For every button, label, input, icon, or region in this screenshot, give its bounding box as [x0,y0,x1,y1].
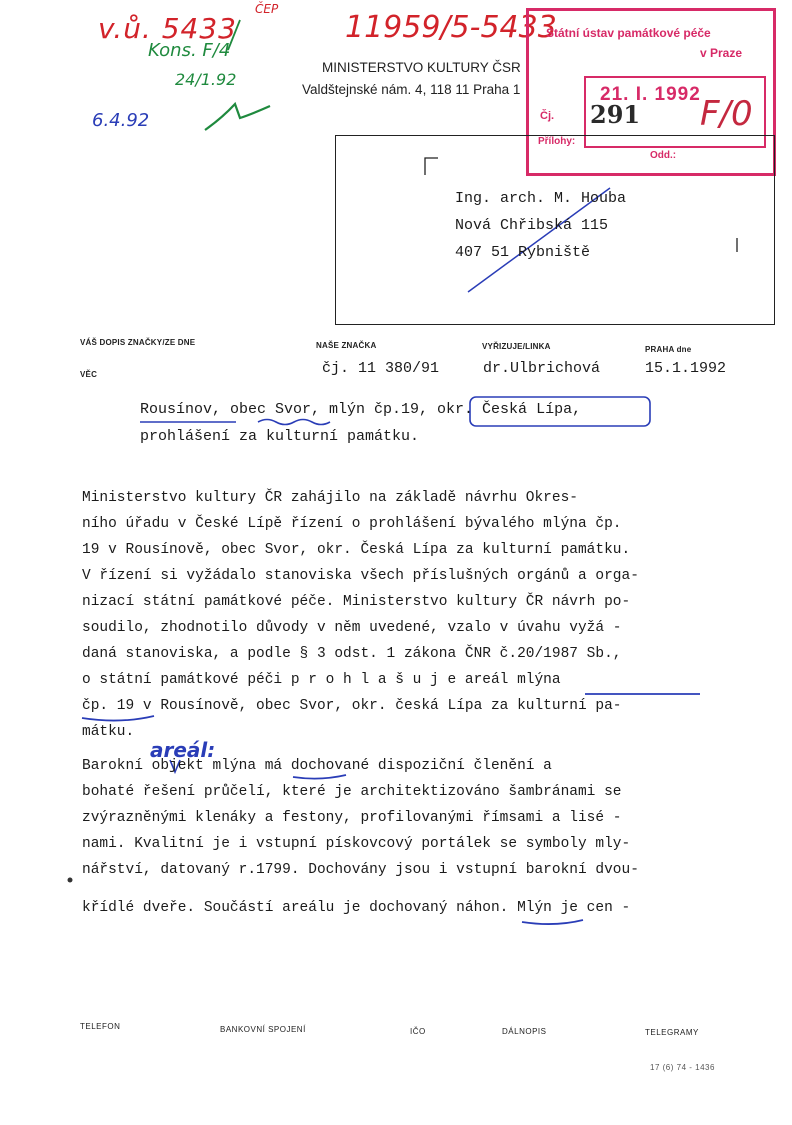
paragraph2-line: nářství, datovaný r.1799. Dochovány jsou i vstupní barokní dvou- [82,862,639,878]
value-date: 15.1.1992 [645,360,727,377]
stamp-reference-number: 291 [590,100,641,129]
stamp-odd-label: Odd.: [650,150,677,161]
paragraph2-line: zvýrazněnými klenáky a festony, profilovanými římsami a lisé - [82,810,622,826]
handwritten-green-date: 24/1.92 [175,70,237,89]
value-handled-by: dr.Ulbrichová [483,360,601,377]
stamp-institution-line1: Státní ústav památkové péče [546,26,711,40]
paragraph1-line: soudilo, zhodnotilo důvody v něm uvedené, vzalo v úvahu vyžá - [82,620,622,636]
stamp-date: 21. I. 1992 [600,84,701,105]
handwritten-konservator-note: Kons. F/4 [148,40,231,61]
handwritten-blue-date: 6.4.92 [92,110,150,131]
green-signature-stroke [205,104,270,130]
paragraph1-line: ního úřadu v České Lípě řízení o prohlášení bývalého mlýna čp. [82,516,622,532]
footer-ico: IČO [410,1027,426,1036]
paragraph1-line: 19 v Rousínově, obec Svor, okr. Česká Lípa za kulturní památku. [82,542,631,558]
footer-telefon: TELEFON [80,1022,121,1031]
ministry-address: Valdštejnské nám. 4, 118 11 Praha 1 [302,82,521,97]
paragraph1-line: o státní památkové péči p r o h l a š u j e areál mlýna [82,672,561,688]
stamp-handwritten-annotation: F/0 [700,94,753,134]
footer-telegramy: TELEGRAMY [645,1028,699,1037]
label-your-letter: VÁŠ DOPIS ZNAČKY/ZE DNE [80,338,196,347]
paragraph1-line: daná stanoviska, a podle § 3 odst. 1 zákona ČNR č.20/1987 Sb., [82,646,622,662]
paragraph2-line: křídlé dveře. Součástí areálu je dochovaný náhon. Mlýn je cen - [82,900,631,916]
stamp-institution-line2: v Praze [700,46,743,60]
paragraph2-line: Barokní objekt mlýna má dochované dispoziční členění a [82,758,552,774]
paragraph1-line: mátku. [82,724,135,740]
margin-bullet-mark [68,878,73,883]
stamp-prilohy-label: Přílohy: [538,136,576,147]
recipient-street: Nová Chřibská 115 [455,217,609,234]
paragraph1-line: V řízení si vyžádalo stanoviska všech příslušných orgánů a orga- [82,568,639,584]
paragraph2-line: nami. Kvalitní je i vstupní pískovcový portálek se symboly mly- [82,836,631,852]
label-handled-by: VYŘIZUJE/LINKA [482,342,551,351]
underline-obec-svor-wavy [258,420,330,425]
handwritten-areal-insertion: areál: [150,738,216,762]
footer-print-code: 17 (6) 74 - 1436 [650,1063,715,1072]
subject-line-2: prohlášení za kulturní památku. [140,428,420,445]
label-our-ref: NAŠE ZNAČKA [316,341,377,350]
value-our-ref: čj. 11 380/91 [322,360,440,377]
label-subject: VĚC [80,370,98,379]
ministry-name: MINISTERSTVO KULTURY ČSR [322,60,521,75]
green-tick-stroke [228,20,240,50]
underline-mlyna [293,775,346,779]
paragraph1-line: Ministerstvo kultury ČR zahájilo na základě návrhu Okres- [82,490,578,506]
underline-nahon [522,920,583,924]
stamp-cj-label: Čj. [540,110,555,122]
handwritten-file-number: v.ů. 5433 [98,12,237,45]
paragraph1-line: čp. 19 v Rousínově, obec Svor, okr. česká Lípa za kulturní pa- [82,698,622,714]
label-prague-date: PRAHA dne [645,345,692,354]
paragraph1-line: nizací státní památkové péče. Ministerstvo kultury ČR návrh po- [82,594,631,610]
underline-cp19 [82,716,154,721]
recipient-city: 407 51 Rybniště [455,244,591,261]
footer-dalnopis: DÁLNOPIS [502,1027,547,1036]
recipient-name: Ing. arch. M. Houba [455,190,627,207]
handwritten-cep-note: ČEP [255,2,279,16]
footer-bank: BANKOVNÍ SPOJENÍ [220,1025,306,1034]
subject-line-1: Rousínov, obec Svor, mlýn čp.19, okr. Česká Lípa, [140,401,582,418]
paragraph2-line: bohaté řešení průčelí, které je architektizováno šambránami se [82,784,622,800]
handwritten-registration-number: 11959/5-5433 [345,10,557,45]
